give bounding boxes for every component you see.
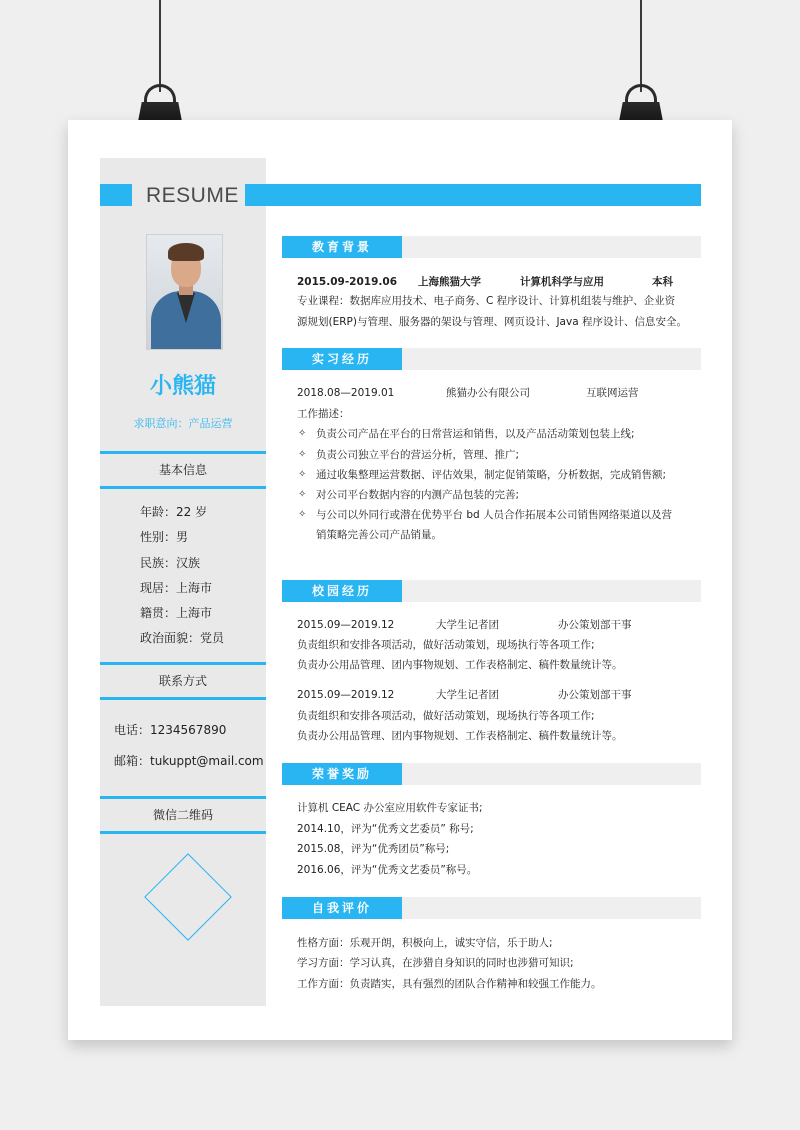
internship-title: 实习经历: [282, 348, 402, 370]
awards-title: 荣誉奖励: [282, 763, 402, 785]
internship-bullet-1: 负责公司产品在平台的日常营运和销售，以及产品活动策划包装上线;: [316, 428, 635, 440]
bullet-icon: ✧: [298, 489, 307, 500]
hanging-string-left: [159, 0, 161, 92]
info-residence: 现居：上海市: [140, 581, 213, 595]
internship-company: 熊猫办公有限公司: [446, 387, 530, 399]
internship-desc-label: 工作描述：: [297, 408, 350, 420]
info-gender: 性别：男: [140, 530, 189, 544]
internship-bullet-3: 通过收集整理运营数据、评估效果，制定促销策略，分析数据，完成销售额;: [316, 469, 667, 481]
campus-period-2: 2015.09—2019.12: [297, 689, 395, 701]
campus-title: 校园经历: [282, 580, 402, 602]
campus-line2-1: 负责办公用品管理、团内事物规划、工作表格制定、稿件数量统计等。: [297, 659, 623, 671]
internship-bullet-4: 对公司平台数据内容的内测产品包装的完善;: [316, 489, 520, 501]
self-eval-item-2: 学习方面：学习认真，在涉猎自身知识的同时也涉猎可知识;: [297, 957, 574, 969]
award-item-4: 2016.06，评为“优秀文艺委员”称号。: [297, 864, 478, 876]
education-school: 上海熊猫大学: [418, 276, 481, 288]
award-item-2: 2014.10，评为“优秀文艺委员” 称号;: [297, 823, 474, 835]
campus-line2-2: 负责办公用品管理、团内事物规划、工作表格制定、稿件数量统计等。: [297, 730, 623, 742]
hanging-string-right: [640, 0, 642, 92]
campus-header: [282, 580, 701, 602]
info-political-status: 政治面貌：党员: [140, 631, 225, 645]
campus-line1-2: 负责组织和安排各项活动，做好活动策划，现场执行等各项工作;: [297, 710, 595, 722]
education-major: 计算机科学与应用: [520, 276, 604, 288]
award-item-3: 2015.08，评为“优秀团员”称号;: [297, 843, 450, 855]
internship-period: 2018.08—2019.01: [297, 387, 395, 399]
education-header: [282, 236, 701, 258]
candidate-name: 小熊猫: [149, 374, 216, 399]
education-courses-line1: 专业课程：数据库应用技术、电子商务、C 程序设计、计算机组装与维护、企业资: [297, 295, 676, 307]
bullet-icon: ✧: [298, 469, 307, 480]
education-courses-line2: 源规划(ERP)与管理、服务器的架设与管理、网页设计、Java 程序设计、信息安全。: [297, 316, 687, 328]
campus-line1-1: 负责组织和安排各项活动，做好活动策划，现场执行等各项工作;: [297, 639, 595, 651]
job-intent: 求职意向：产品运营: [133, 417, 233, 430]
header-accent-bar-left: [100, 184, 132, 206]
contact-title: 联系方式: [158, 674, 207, 688]
bullet-icon: ✧: [298, 428, 307, 439]
campus-role-1: 办公策划部干事: [558, 619, 632, 631]
basic-info-header: [100, 451, 266, 489]
awards-header: [282, 763, 701, 785]
info-hometown: 籍贯：上海市: [140, 606, 213, 620]
wechat-title: 微信二维码: [152, 808, 213, 822]
contact-email: 邮箱：tukuppt@mail.com: [114, 754, 264, 768]
wechat-header: [100, 796, 266, 834]
resume-heading: RESUME: [146, 184, 239, 207]
self-eval-header: [282, 897, 701, 919]
education-title: 教育背景: [282, 236, 402, 258]
bullet-icon: ✧: [298, 449, 307, 460]
self-eval-title: 自我评价: [282, 897, 402, 919]
contact-phone: 电话：1234567890: [114, 723, 227, 737]
campus-org-2: 大学生记者团: [436, 689, 499, 701]
bullet-icon: ✧: [298, 509, 307, 520]
internship-header: [282, 348, 701, 370]
info-age: 年龄：22 岁: [140, 505, 208, 519]
info-ethnicity: 民族：汉族: [140, 556, 201, 570]
basic-info-title: 基本信息: [158, 463, 207, 477]
campus-period-1: 2015.09—2019.12: [297, 619, 395, 631]
internship-bullet-2: 负责公司独立平台的营运分析，管理、推广;: [316, 449, 520, 461]
self-eval-item-1: 性格方面：乐观开朗，积极向上，诚实守信，乐于助人;: [297, 937, 553, 949]
campus-org-1: 大学生记者团: [436, 619, 499, 631]
education-degree: 本科: [652, 276, 673, 288]
campus-role-2: 办公策划部干事: [558, 689, 632, 701]
internship-bullet-5-continued: 销策略完善公司产品销量。: [316, 529, 442, 541]
profile-photo: [146, 234, 223, 350]
internship-bullet-5: 与公司以外同行或潜在优势平台 bd 人员合作拓展本公司销售网络渠道以及营: [316, 509, 673, 521]
contact-header: [100, 662, 266, 700]
header-accent-bar-right: [245, 184, 701, 206]
self-eval-item-3: 工作方面：负责踏实，具有强烈的团队合作精神和较强工作能力。: [297, 978, 602, 990]
internship-role: 互联网运营: [586, 387, 639, 399]
award-item-1: 计算机 CEAC 办公室应用软件专家证书;: [297, 802, 483, 814]
education-period: 2015.09-2019.06: [297, 276, 398, 288]
